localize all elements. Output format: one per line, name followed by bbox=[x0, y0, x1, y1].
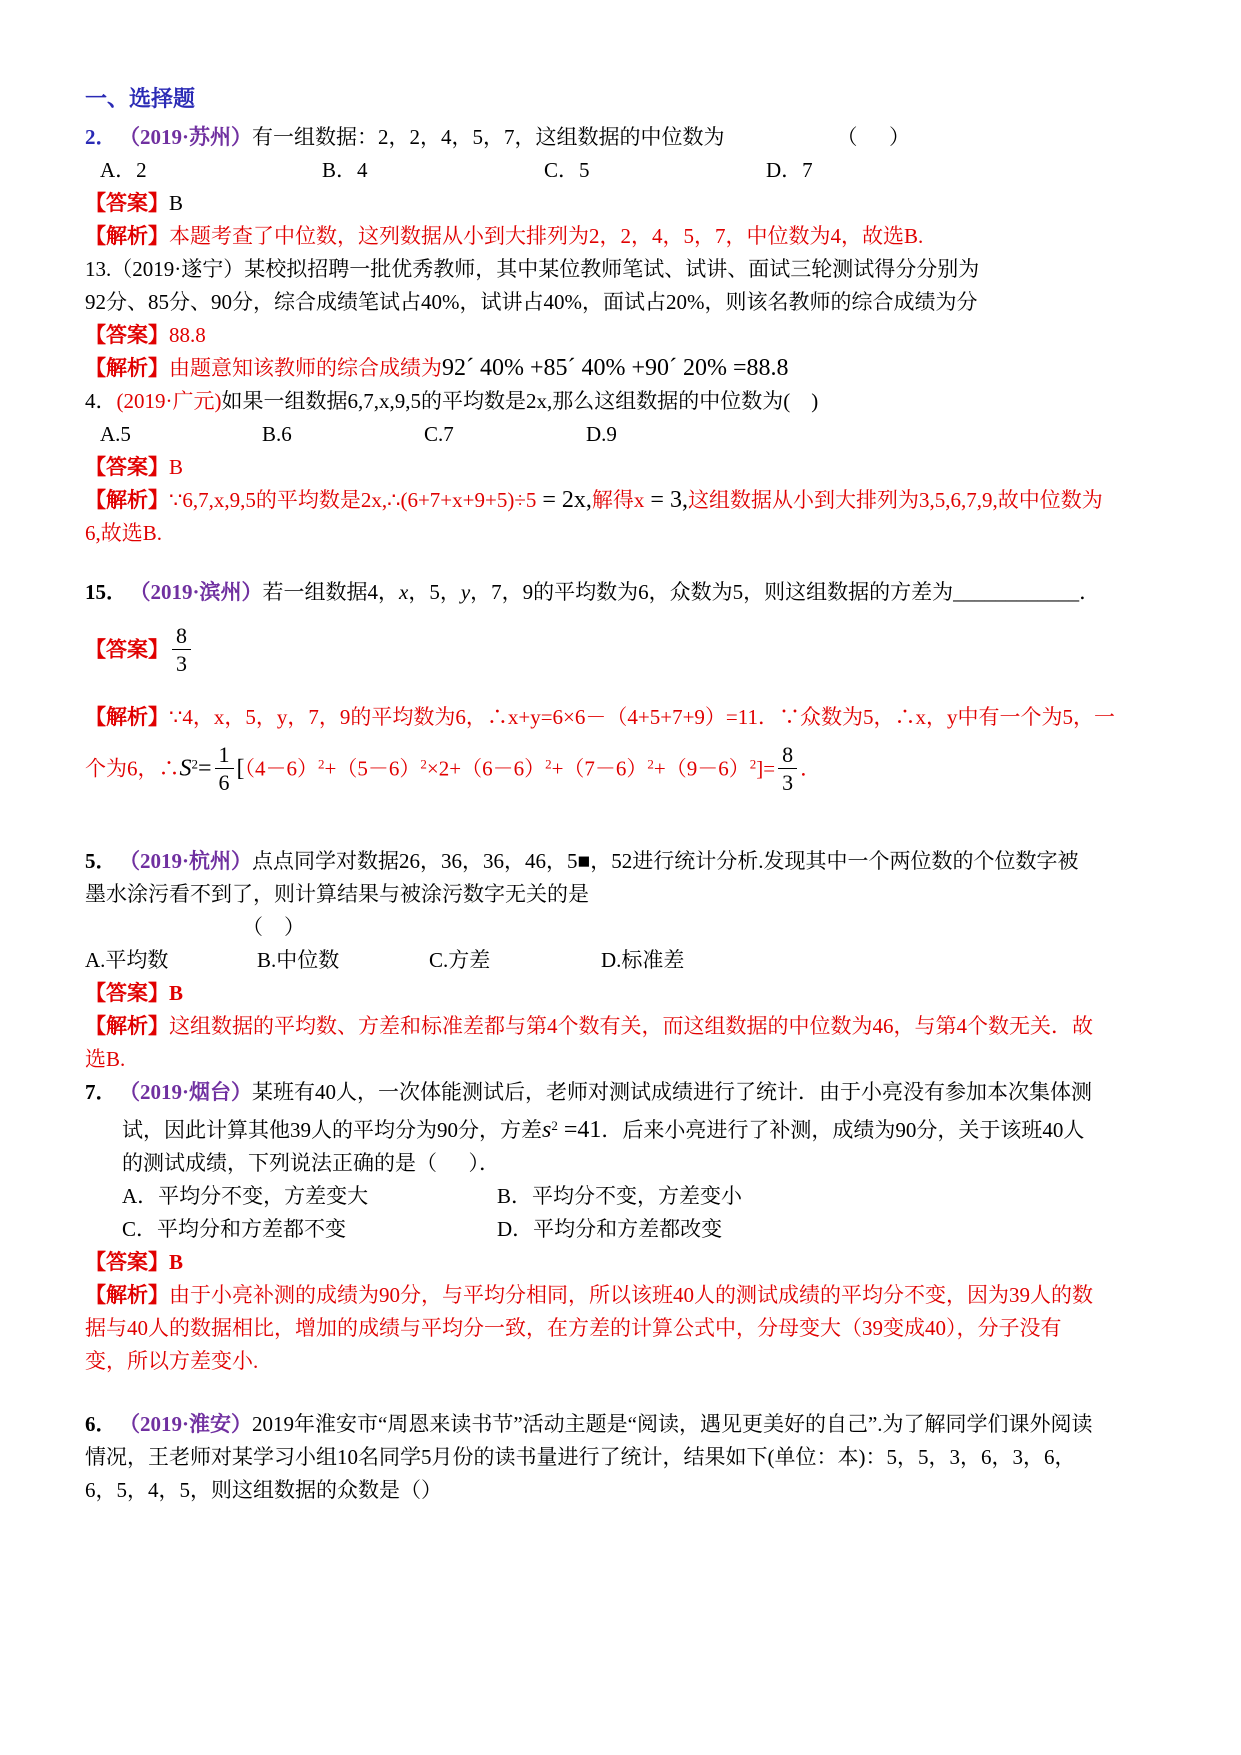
question-13-answer bbox=[85, 319, 1159, 352]
analysis-formula: = bbox=[198, 755, 212, 782]
section-header bbox=[85, 82, 1159, 115]
question-text: 墨水涂污看不到了，则计算结果与被涂污数字无关的是 bbox=[85, 882, 589, 907]
superscript: 2 bbox=[551, 1118, 558, 1134]
question-source: （2019·烟台） bbox=[129, 1080, 253, 1105]
fraction-denominator: 3 bbox=[176, 651, 187, 677]
gap-q15-analysis2 bbox=[85, 734, 1159, 742]
superscript: 2 bbox=[420, 756, 427, 772]
option-label: D．平均分和方差都改变 bbox=[497, 1217, 723, 1242]
analysis-formula: ]= bbox=[756, 756, 776, 781]
question-2-analysis bbox=[85, 220, 1159, 253]
question-13-analysis bbox=[85, 352, 1159, 385]
question-text: 6，5，4，5，则这组数据的众数是（） bbox=[85, 1478, 442, 1503]
question-source: （2019·淮安） bbox=[129, 1412, 253, 1437]
answer-value: B bbox=[169, 455, 184, 479]
option-label: B.6 bbox=[262, 422, 292, 446]
question-2-options bbox=[85, 154, 1159, 187]
option-label: B．4 bbox=[322, 158, 368, 182]
question-7-analysis-line1 bbox=[85, 1279, 1159, 1312]
question-13-stem-line2 bbox=[85, 286, 1159, 319]
question-15-analysis-line2 bbox=[85, 742, 1159, 800]
analysis-label: 【解析】 bbox=[85, 1283, 169, 1308]
analysis-text: 本题考查了中位数，这列数据从小到大排列为2，2，4，5，7，中位数为4，故选B. bbox=[169, 224, 924, 248]
option-label: D.标准差 bbox=[601, 948, 685, 973]
option-label: C.方差 bbox=[429, 948, 491, 973]
answer-bracket: （ ） bbox=[836, 125, 911, 149]
analysis-formula: [ bbox=[236, 755, 245, 782]
question-5-analysis-line1 bbox=[85, 1010, 1159, 1043]
option-label: D.9 bbox=[586, 422, 617, 446]
option-label: C．5 bbox=[544, 158, 590, 182]
question-6-stem-line1 bbox=[85, 1408, 1159, 1441]
fraction-denominator: 6 bbox=[218, 769, 230, 795]
analysis-text: 由题意知该教师的综合成绩为 bbox=[169, 356, 442, 380]
question-text: ．后来小亮进行了补测，成绩为90分，关于该班40人 bbox=[601, 1118, 1085, 1143]
question-4-options bbox=[85, 418, 1159, 451]
analysis-formula: （4－6） bbox=[244, 756, 319, 781]
blank-line: ____________ bbox=[953, 580, 1080, 604]
question-15-answer bbox=[85, 623, 1159, 681]
question-text: ，5， bbox=[408, 580, 461, 604]
question-2-answer bbox=[85, 187, 1159, 220]
question-5-bracket bbox=[85, 911, 1159, 944]
question-text: 的测试成绩，下列说法正确的是（ ）． bbox=[122, 1151, 500, 1176]
question-number: 4． bbox=[85, 389, 117, 413]
question-text: 2019年淮安市“周恩来读书节”活动主题是“阅读，遇见更美好的自己”.为了解同学们课外阅读 bbox=[252, 1412, 1093, 1437]
question-5-options bbox=[85, 944, 1159, 977]
question-number: 2． bbox=[85, 125, 117, 149]
answer-label: 【答案】 bbox=[85, 1250, 169, 1275]
question-7-stem-line1 bbox=[85, 1076, 1159, 1109]
superscript: 2 bbox=[318, 756, 325, 772]
variable: s bbox=[542, 1117, 552, 1144]
analysis-text: 选B. bbox=[85, 1047, 126, 1072]
question-5-stem-line1 bbox=[85, 845, 1159, 878]
question-13-stem-line1 bbox=[85, 253, 1159, 286]
question-text: 如果一组数据6,7,x,9,5的平均数是2x,那么这组数据的中位数为( ) bbox=[221, 389, 819, 413]
answer-label: 【答案】 bbox=[85, 191, 169, 215]
answer-label: 【答案】 bbox=[85, 455, 169, 479]
superscript: 2 bbox=[545, 756, 552, 772]
option-label: A.平均数 bbox=[85, 948, 169, 973]
question-formula: =41 bbox=[557, 1117, 602, 1144]
question-2-stem bbox=[85, 121, 1159, 154]
gap-before-question-5 bbox=[85, 799, 1159, 845]
question-4-stem bbox=[85, 385, 1159, 418]
superscript: 2 bbox=[191, 756, 198, 772]
question-text: 情况，王老师对某学习小组10名同学5月份的读书量进行了统计，结果如下(单位：本)：5，5，3，6，3，6， bbox=[85, 1445, 1076, 1470]
question-text: 点点同学对数据26，36，36，46，5 bbox=[252, 849, 578, 874]
answer-label: 【答案】 bbox=[85, 981, 169, 1006]
option-label: A．2 bbox=[100, 158, 147, 182]
fraction bbox=[778, 742, 797, 796]
question-7-answer bbox=[85, 1246, 1159, 1279]
question-number: 15． bbox=[85, 580, 127, 604]
question-7-options-row1 bbox=[85, 1180, 1159, 1213]
question-text: 13.（2019·遂宁）某校拟招聘一批优秀教师，其中某位教师笔试、试讲、面试三轮测试得分分别为 bbox=[85, 257, 980, 281]
answer-value: B bbox=[169, 191, 184, 215]
option-label: C.7 bbox=[424, 422, 454, 446]
analysis-text: 6,故选B. bbox=[85, 521, 163, 545]
document-body bbox=[85, 82, 1159, 1507]
analysis-text: 由于小亮补测的成绩为90分，与平均分相同，所以该班40人的测试成绩的平均分不变，因为39人的数 bbox=[169, 1283, 1093, 1308]
question-text: ． bbox=[1079, 580, 1101, 604]
variable: x bbox=[399, 580, 409, 604]
question-7-analysis-line2 bbox=[85, 1312, 1159, 1345]
question-source: （2019·滨州） bbox=[140, 580, 263, 604]
question-5-stem-line2 bbox=[85, 878, 1159, 911]
analysis-formula: = 3, bbox=[644, 487, 688, 513]
question-7-analysis-line3 bbox=[85, 1345, 1159, 1378]
analysis-text: 这组数据从小到大排列为3,5,6,7,9,故中位数为 bbox=[687, 488, 1103, 512]
analysis-text: 个为6，∴ bbox=[85, 756, 180, 781]
question-4-analysis-line1 bbox=[85, 484, 1159, 517]
analysis-text: 据与40人的数据相比，增加的成绩与平均分一致，在方差的计算公式中，分母变大（39变成40），分子没有 bbox=[85, 1316, 1062, 1341]
gap-q15-analysis bbox=[85, 681, 1159, 701]
question-source: （2019·苏州） bbox=[129, 125, 253, 149]
analysis-label: 【解析】 bbox=[85, 488, 169, 512]
gap-before-question-6 bbox=[85, 1378, 1159, 1408]
question-6-stem-line3 bbox=[85, 1474, 1159, 1507]
question-7-stem-line2 bbox=[85, 1109, 1159, 1147]
question-7-stem-line3 bbox=[85, 1147, 1159, 1180]
question-5-analysis-line2 bbox=[85, 1043, 1159, 1076]
question-6-stem-line2 bbox=[85, 1441, 1159, 1474]
fraction-numerator: 8 bbox=[778, 742, 797, 769]
variable: S bbox=[179, 755, 192, 782]
analysis-formula: +（5－6） bbox=[324, 756, 421, 781]
question-text: 92分、85分、90分，综合成绩笔试占40%，试讲占40%，面试占20%，则该名教师的综合成绩为分 bbox=[85, 290, 978, 314]
question-4-answer bbox=[85, 451, 1159, 484]
analysis-label: 【解析】 bbox=[85, 704, 169, 729]
question-text: 试，因此计算其他39人的平均分为90分，方差 bbox=[122, 1118, 542, 1143]
analysis-formula: 92´ 40% +85´ 40% +90´ 20% =88.8 bbox=[442, 355, 789, 381]
question-source: (2019·广元) bbox=[116, 389, 222, 413]
gap-q15-answer bbox=[85, 609, 1159, 623]
question-text: 某班有40人，一次体能测试后，老师对测试成绩进行了统计．由于小亮没有参加本次集体测 bbox=[252, 1080, 1093, 1105]
analysis-text: ． bbox=[800, 756, 822, 781]
question-number: 5． bbox=[85, 849, 117, 874]
answer-value: B bbox=[169, 1250, 184, 1275]
answer-bracket: （ ） bbox=[242, 915, 305, 940]
analysis-text: ∵6,7,x,9,5的平均数是2x,∴(6+7+x+9+5)÷5 bbox=[169, 488, 537, 512]
answer-label: 【答案】 bbox=[85, 323, 169, 347]
answer-label: 【答案】 bbox=[85, 637, 169, 662]
superscript: 2 bbox=[749, 756, 757, 772]
analysis-label: 【解析】 bbox=[85, 1014, 169, 1039]
question-text: ，52进行统计分析.发现其中一个两位数的个位数字被 bbox=[590, 849, 1079, 874]
analysis-text: 解得x bbox=[591, 488, 645, 512]
fraction-numerator: 1 bbox=[215, 742, 234, 769]
question-text: 若一组数据4， bbox=[262, 580, 400, 604]
blot-square: ■ bbox=[577, 849, 591, 874]
fraction-numerator: 8 bbox=[172, 623, 191, 650]
fraction bbox=[215, 742, 234, 796]
question-7-options-row2 bbox=[85, 1213, 1159, 1246]
question-number: 7． bbox=[85, 1080, 117, 1105]
analysis-formula: = 2x, bbox=[536, 487, 592, 513]
analysis-label: 【解析】 bbox=[85, 224, 169, 248]
analysis-formula: +（7－6） bbox=[551, 756, 648, 781]
question-5-answer bbox=[85, 977, 1159, 1010]
question-number: 6． bbox=[85, 1412, 117, 1437]
question-source: （2019·杭州） bbox=[129, 849, 253, 874]
option-label: A.5 bbox=[100, 422, 131, 446]
gap-before-question-15 bbox=[85, 550, 1159, 576]
answer-fraction bbox=[172, 623, 191, 677]
superscript: 2 bbox=[647, 756, 654, 772]
question-text: 有一组数据：2，2，4，5，7，这组数据的中位数为 bbox=[252, 125, 725, 149]
option-label: A．平均分不变，方差变大 bbox=[122, 1184, 369, 1209]
fraction-denominator: 3 bbox=[782, 769, 794, 795]
option-label: B.中位数 bbox=[257, 948, 340, 973]
question-15-analysis-line1 bbox=[85, 701, 1159, 734]
section-title: 一、选择题 bbox=[85, 86, 196, 111]
answer-value: 88.8 bbox=[169, 323, 206, 347]
answer-value: B bbox=[169, 981, 184, 1006]
question-4-analysis-line2 bbox=[85, 517, 1159, 550]
option-label: D．7 bbox=[766, 158, 813, 182]
variable: y bbox=[460, 580, 471, 604]
analysis-text: 变，所以方差变小. bbox=[85, 1349, 259, 1374]
analysis-formula: +（9－6） bbox=[653, 756, 750, 781]
analysis-label: 【解析】 bbox=[85, 356, 169, 380]
analysis-text: ∵4，x，5，y，7，9的平均数为6，∴x+y=6×6－（4+5+7+9）=11．∵众数为5，∴x，y中有一个为5，一 bbox=[169, 704, 1115, 729]
question-text: ，7，9的平均数为6，众数为5，则这组数据的方差为 bbox=[470, 580, 954, 604]
analysis-text: 这组数据的平均数、方差和标准差都与第4个数有关，而这组数据的中位数为46，与第4个数无关．故 bbox=[169, 1014, 1093, 1039]
question-15-stem bbox=[85, 576, 1159, 609]
analysis-formula: ×2+（6－6） bbox=[426, 756, 546, 781]
option-label: C．平均分和方差都不变 bbox=[122, 1217, 347, 1242]
option-label: B．平均分不变，方差变小 bbox=[497, 1184, 743, 1209]
